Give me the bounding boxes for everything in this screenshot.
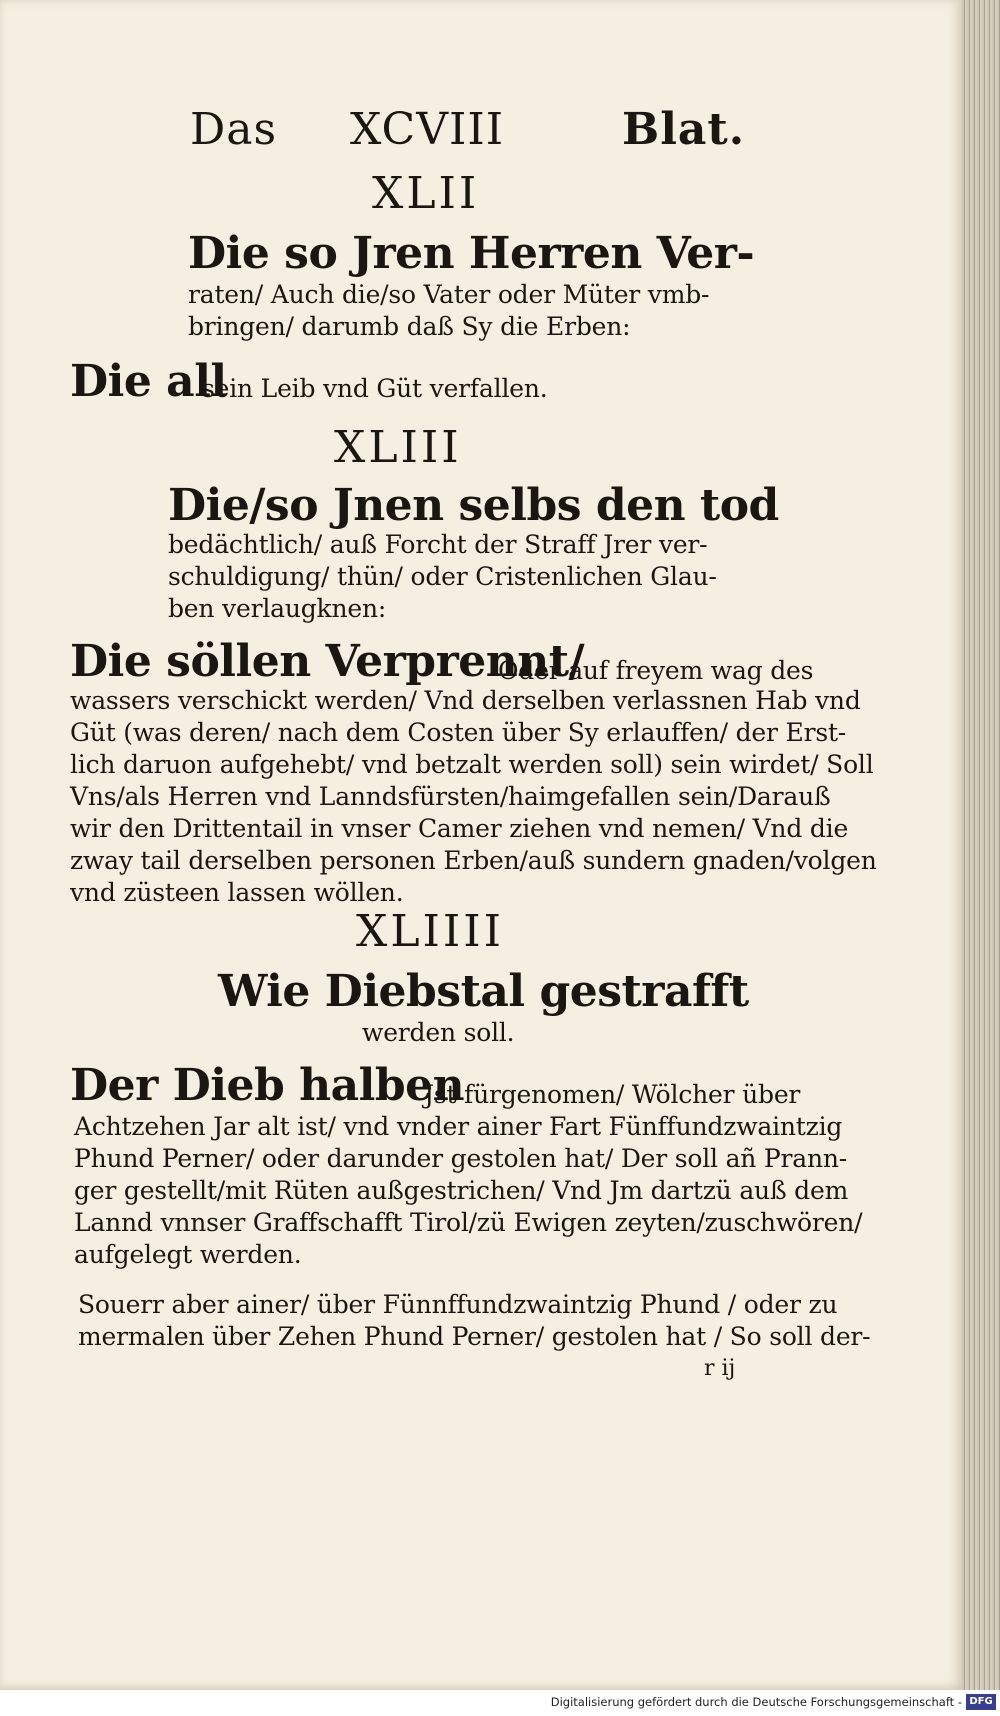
- section-44-subheading: werden soll.: [362, 1018, 515, 1047]
- section-42-verdict-text: sein Leib vnd Güt verfallen.: [202, 374, 548, 403]
- section-44-verdict-text: Jst fürgenomen/ Wölcher über: [424, 1080, 801, 1109]
- section-42-line-2: bringen/ darumb daß Sy die Erben:: [188, 312, 631, 341]
- header-right: Blat.: [622, 104, 746, 155]
- section-44-para2-line-2: mermalen über Zehen Phund Perner/ gestolen hat / So soll der-: [78, 1322, 871, 1351]
- section-43-line-3: ben verlaugknen:: [168, 594, 387, 623]
- section-43-body-line-6: zway tail derselben personen Erben/auß sundern gnaden/volgen: [70, 846, 877, 875]
- section-44-verdict-initial: Der Dieb halben: [70, 1060, 465, 1111]
- section-44-body-line-4: Lannd vnnser Graffschafft Tirol/zü Ewigen zeyten/zuschwören/: [74, 1208, 863, 1237]
- section-44-body-line-2: Phund Perner/ oder darunder gestolen hat/ Der soll añ Prann-: [74, 1144, 848, 1173]
- section-44-body-line-3: ger gestellt/mit Rüten außgestrichen/ Vnd Jm dartzü auß dem: [74, 1176, 849, 1205]
- section-43-body-line-3: lich daruon aufgehebt/ vnd betzalt werden soll) sein wirdet/ Soll: [70, 750, 874, 779]
- digitization-footer: [0, 1690, 1000, 1716]
- section-44-para2-line-1: Souerr aber ainer/ über Fünnffundzwaintzig Phund / oder zu: [78, 1290, 838, 1319]
- section-43-number: XLIII: [334, 422, 462, 473]
- page-fore-edge: [962, 0, 1000, 1690]
- section-42-heading: Die so Jren Herren Ver-: [188, 228, 755, 279]
- section-43-line-1: bedächtlich/ auß Forcht der Straff Jrer ver-: [168, 530, 708, 559]
- section-42-number: XLII: [372, 168, 480, 219]
- section-43-body-line-7: vnd züsteen lassen wöllen.: [70, 878, 404, 907]
- section-43-body-line-2: Güt (was deren/ nach dem Costen über Sy erlauffen/ der Erst-: [70, 718, 847, 747]
- section-44-number: XLIIII: [356, 906, 505, 957]
- catchword-signature: r ij: [704, 1356, 736, 1381]
- section-43-body-line-5: wir den Drittentail in vnser Camer ziehen vnd nemen/ Vnd die: [70, 814, 849, 843]
- section-43-body-line-1: wassers verschickt werden/ Vnd derselben verlassnen Hab vnd: [70, 686, 861, 715]
- section-44-body-line-1: Achtzehen Jar alt ist/ vnd vnder ainer Fart Fünffundzwaintzig: [74, 1112, 843, 1141]
- section-44-body-line-5: aufgelegt werden.: [74, 1240, 302, 1269]
- section-43-verdict-initial: Die söllen Verprennt/: [70, 636, 585, 687]
- dfg-logo-icon: DFG: [966, 1694, 996, 1710]
- section-43-body-line-4: Vns/als Herren vnd Lanndsfürsten/haimgefallen sein/Darauß: [70, 782, 831, 811]
- header-left: Das: [190, 104, 278, 155]
- section-42-verdict-initial: Die all: [70, 356, 227, 407]
- footer-credit: Digitalisierung gefördert durch die Deutsche Forschungsgemeinschaft -: [550, 1695, 962, 1709]
- section-43-heading: Die/so Jnen selbs den tod: [168, 480, 779, 531]
- section-43-line-2: schuldigung/ thün/ oder Cristenlichen Glau-: [168, 562, 717, 591]
- section-44-heading: Wie Diebstal gestrafft: [218, 966, 749, 1017]
- header-folio-number: XCVIII: [350, 104, 505, 155]
- section-42-line-1: raten/ Auch die/so Vater oder Müter vmb-: [188, 280, 710, 309]
- section-43-verdict-text: Oder auf freyem wag des: [498, 656, 814, 685]
